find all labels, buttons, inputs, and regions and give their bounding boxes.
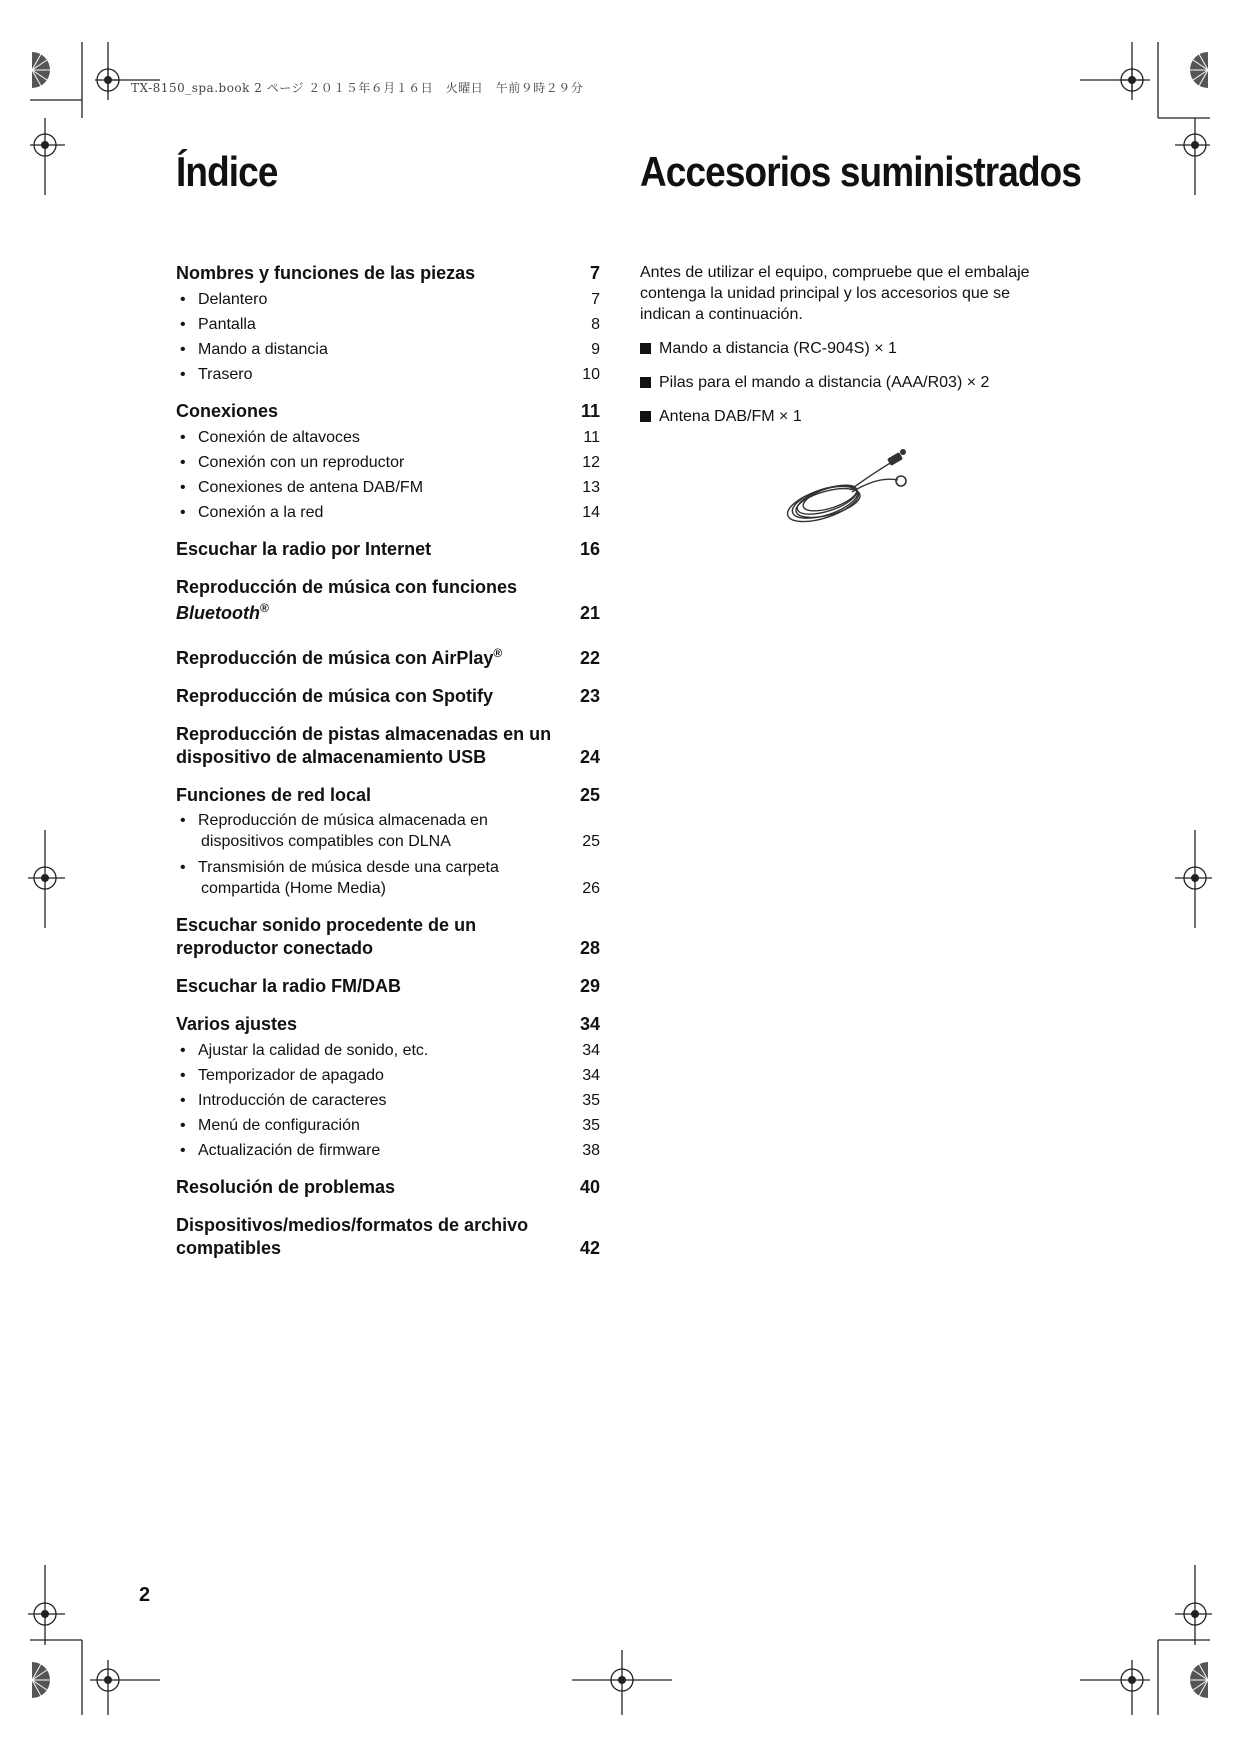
toc-section-page: 7: [589, 263, 600, 283]
toc-section-title-cont: Bluetooth: [176, 603, 260, 623]
toc-section-page: 21: [579, 603, 600, 623]
toc-section-page: 25: [579, 785, 600, 805]
toc-item-page: 13: [582, 479, 600, 496]
toc-item-label: Conexiones de antena DAB/FM: [198, 479, 424, 496]
toc-section: [176, 914, 600, 960]
toc-item-label: Conexión a la red: [198, 504, 324, 521]
toc-section-title: Resolución de problemas: [176, 1177, 396, 1197]
toc-item-label: Introducción de caracteres: [198, 1092, 387, 1109]
toc-item-page: 38: [582, 1142, 600, 1159]
antenna-cable-illustration: [780, 440, 920, 530]
toc-section-page: 24: [579, 747, 600, 767]
toc-item-label: Pantalla: [198, 316, 256, 333]
toc-section-title: Escuchar la radio por Internet: [176, 539, 432, 559]
toc-item-label: Conexión con un reproductor: [198, 454, 405, 471]
toc-section: Nombres y funciones de las piezas 7 • Delantero 7 • Pantalla 8 • Mando a distancia 9 • Trasero 10: [176, 263, 600, 383]
toc-section-title: Nombres y funciones de las piezas: [176, 263, 476, 283]
toc-section-title: Reproducción de música con AirPlay: [176, 648, 494, 668]
print-info-header: TX-8150_spa.book 2 ページ ２０１５年６月１６日 火曜日 午前９時２９分: [131, 81, 584, 95]
registered-mark: ®: [259, 601, 269, 615]
toc-item-page: 34: [582, 1042, 600, 1059]
toc-section-page: 42: [579, 1238, 600, 1258]
toc-section-title: Funciones de red local: [176, 785, 372, 805]
toc-item-page: 9: [591, 341, 600, 358]
toc-section-page: 22: [579, 648, 600, 668]
toc-item-page: 35: [582, 1092, 600, 1109]
toc-section: Funciones de red local 25 • Reproducción de música almacenada en dispositivos compatibles con DLNA 25 • Transmisión de música desde una carpeta compartida (Home Media) 26: [176, 785, 600, 897]
toc-item-page: 11: [583, 429, 600, 446]
accessory-item: [640, 406, 1060, 427]
square-bullet-icon: [640, 377, 651, 388]
toc-section-title-cont: compatibles: [176, 1238, 282, 1258]
registered-mark: ®: [493, 646, 503, 660]
index-title: Índice: [176, 148, 278, 195]
toc-section: [176, 685, 600, 708]
toc-item-page: 25: [582, 833, 600, 850]
toc-section-page: 16: [579, 539, 600, 559]
toc-section: [176, 723, 600, 769]
toc-item-page: 35: [582, 1117, 600, 1134]
toc-section: [176, 1176, 600, 1199]
toc-item-label-cont: compartida (Home Media): [201, 880, 386, 897]
accessory-label: Pilas para el mando a distancia (AAA/R03) × 2: [659, 374, 990, 391]
toc-section-page: 28: [579, 938, 600, 958]
toc-section: [176, 576, 600, 625]
toc-section-title: Reproducción de música con Spotify: [176, 686, 494, 706]
toc-item-label: Actualización de firmware: [198, 1142, 381, 1159]
toc-section-title: Varios ajustes: [176, 1014, 298, 1034]
toc-item-label: Transmisión de música desde una carpeta: [198, 859, 499, 876]
accessory-item: [640, 338, 1060, 359]
toc-item-label: Conexión de altavoces: [198, 429, 360, 446]
accessories-title: Accesorios suministrados: [640, 148, 1082, 195]
toc-section-title: Conexiones: [176, 401, 279, 421]
toc-item-label: Mando a distancia: [198, 341, 328, 358]
toc-section-page: 23: [579, 686, 600, 706]
toc-section-page: 11: [580, 401, 600, 421]
toc-item-label: Delantero: [198, 291, 268, 308]
page-number: 2: [139, 1584, 151, 1606]
toc-section: [176, 538, 600, 561]
square-bullet-icon: [640, 411, 651, 422]
toc-item-page: 34: [582, 1067, 600, 1084]
toc-section-page: 29: [579, 976, 600, 996]
accessory-item: [640, 372, 1060, 393]
table-of-contents: [176, 262, 600, 1275]
toc-item-page: 26: [582, 880, 600, 897]
toc-section: [176, 647, 600, 670]
toc-item-page: 10: [582, 366, 600, 383]
toc-section-title-cont: reproductor conectado: [176, 938, 374, 958]
toc-section-title-cont: dispositivo de almacenamiento USB: [176, 747, 487, 767]
toc-section-title: Dispositivos/medios/formatos de archivo: [176, 1215, 529, 1235]
toc-section-title: Reproducción de pistas almacenadas en un: [176, 724, 552, 744]
toc-section: [176, 1214, 600, 1260]
toc-section-title: Escuchar sonido procedente de un: [176, 915, 477, 935]
toc-section-title: Reproducción de música con funciones: [176, 577, 518, 597]
toc-item-page: 7: [591, 291, 600, 308]
toc-item-page: 12: [582, 454, 600, 471]
toc-item-label: Ajustar la calidad de sonido, etc.: [198, 1042, 429, 1059]
toc-item-page: 14: [582, 504, 600, 521]
toc-section-page: 34: [579, 1014, 600, 1034]
square-bullet-icon: [640, 343, 651, 354]
toc-section-page: 40: [579, 1177, 600, 1197]
toc-section: Varios ajustes 34 • Ajustar la calidad de sonido, etc. 34 • Temporizador de apagado 34 • Introducción de caracteres 35 • Menú de configuración 35 • Actualización de firmware 38: [176, 1014, 600, 1159]
toc-section: [176, 975, 600, 998]
toc-item-page: 8: [591, 316, 600, 333]
accessories-intro: Antes de utilizar el equipo, compruebe que el embalaje contenga la unidad principal y los accesorios que se indican a continuación.: [640, 264, 1030, 323]
accessory-label: Mando a distancia (RC-904S) × 1: [659, 340, 897, 357]
toc-section-title: Escuchar la radio FM/DAB: [176, 976, 402, 996]
toc-item-label: Trasero: [198, 366, 253, 383]
accessory-label: Antena DAB/FM × 1: [659, 408, 802, 425]
toc-section: Conexiones 11 • Conexión de altavoces 11 • Conexión con un reproductor 12 • Conexiones de antena DAB/FM 13 • Conexión a la red 14: [176, 401, 600, 521]
accessories-section: [640, 262, 1060, 440]
toc-item-label: Menú de configuración: [198, 1117, 360, 1134]
toc-item-label: Reproducción de música almacenada en: [198, 812, 488, 829]
toc-item-label: Temporizador de apagado: [198, 1067, 384, 1084]
toc-item-label-cont: dispositivos compatibles con DLNA: [201, 833, 451, 850]
